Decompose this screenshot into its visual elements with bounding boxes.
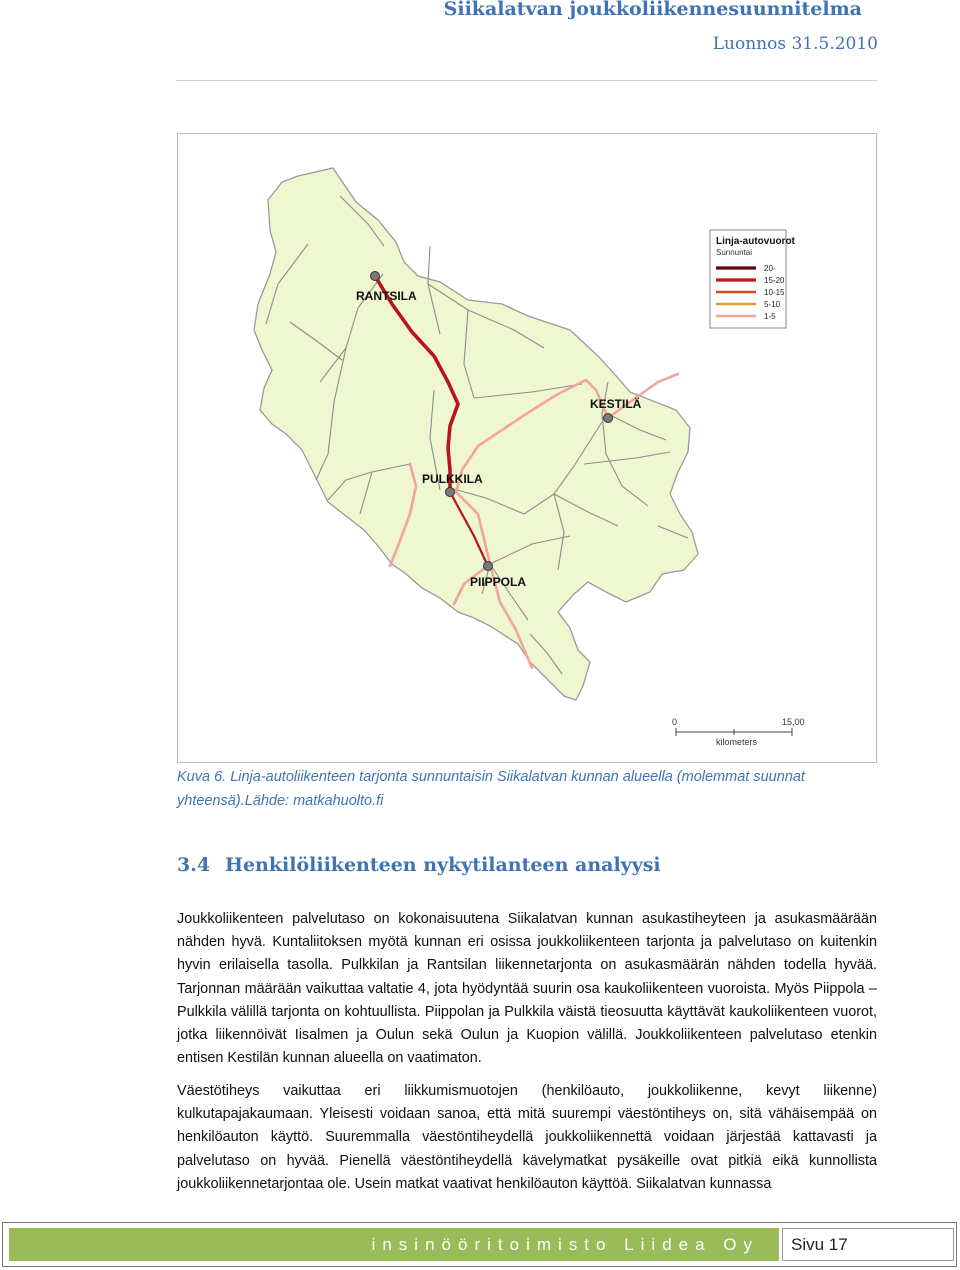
map-legend	[710, 230, 796, 328]
legend-label-1: 15-20	[764, 276, 785, 285]
town-label-kestila: KESTILÄ	[590, 397, 642, 411]
figure-caption: Kuva 6. Linja-autoliikenteen tarjonta sunnuntaisin Siikalatvan kunnan alueella (molemmat suunnat yhteensä).Lähde: matkahuolto.fi	[177, 769, 805, 809]
paragraph-1: Joukkoliikenteen palvelutaso on kokonaisuutena Siikalatvan kunnan asukastiheyteen ja asukasmäärään nähden hyvä. Kuntaliitoksen myötä kunnan eri osissa joukkoliikenteen tarjonta ja palvelutaso on kuitenkin hyvin erilaisella tasolla. Pulkkilan ja Rantsilan liikennetarjonta on asukasmäärän nähden todella hyvää. Tarjonnan määrään vaikuttaa valtatie 4, jota hyödyntää suurin osa kaukoliikenteen vuoroista. Myös Piippola – Pulkkila välillä tarjonta on kohtuullista. Piippolan ja Pulkkila väistä tieosuutta käyttävät kaukoliikenteen vuorot, jotka liikennöivät Iisalmen ja Oulun sekä Oulun ja Kuopion välillä. Joukkoliikenteen palvelutaso etenkin entisen Kestilän kunnan alueella on vaatimaton.	[177, 911, 877, 1067]
legend-title: Linja-autovuorot	[716, 236, 795, 247]
town-label-piippola: PIIPPOLA	[470, 575, 527, 589]
scale-end: 15,00	[782, 717, 805, 727]
legend-label-4: 1-5	[764, 312, 776, 321]
legend-label-3: 5-10	[764, 300, 781, 309]
section-number: 3.4	[177, 854, 211, 876]
document-title: Siikalatvan joukkoliikennesuunnitelma	[443, 0, 862, 20]
legend-label-0: 20-	[764, 264, 776, 273]
footer-company: insinööritoimisto Liidea Oy	[9, 1228, 779, 1261]
document-date: Luonnos 31.5.2010	[712, 34, 878, 54]
scale-start: 0	[672, 717, 678, 727]
municipality-area	[254, 168, 698, 700]
legend-subtitle: Sunnuntai	[716, 248, 753, 257]
paragraph-2: Väestötiheys vaikuttaa eri liikkumismuotojen (henkilöauto, joukkoliikenne, kevyt liikenne) kulkutapajakaumaan. Yleisesti voidaan sanoa, että mitä suurempi väestöntiheys on, sitä vähäisempää on henkilöauton käyttö. Suuremmalla väestöntiheydellä joukkoliikennettä voidaan järjestää kattavasti ja palvelutaso on hyvää. Pienellä väestöntiheydellä kävelymatkat pysäkeille ovat pitkiä eikä kunnollista joukkoliikennetarjontaa ole. Usein matkat vaativat henkilöauton käyttöä. Siikalatvan kunnassa	[177, 1083, 877, 1192]
bus-service-map	[177, 133, 877, 763]
section-heading	[177, 854, 661, 876]
town-label-rantsila: RANTSILA	[356, 289, 417, 303]
scale-bar	[672, 717, 805, 747]
town-label-pulkkila: PULKKILA	[422, 472, 483, 486]
page-number: Sivu 17	[782, 1228, 954, 1261]
legend-label-2: 10-15	[764, 288, 785, 297]
section-title: Henkilöliikenteen nykytilanteen analyysi	[225, 854, 661, 876]
header-divider	[176, 80, 877, 81]
scale-unit: kilometers	[716, 737, 758, 747]
